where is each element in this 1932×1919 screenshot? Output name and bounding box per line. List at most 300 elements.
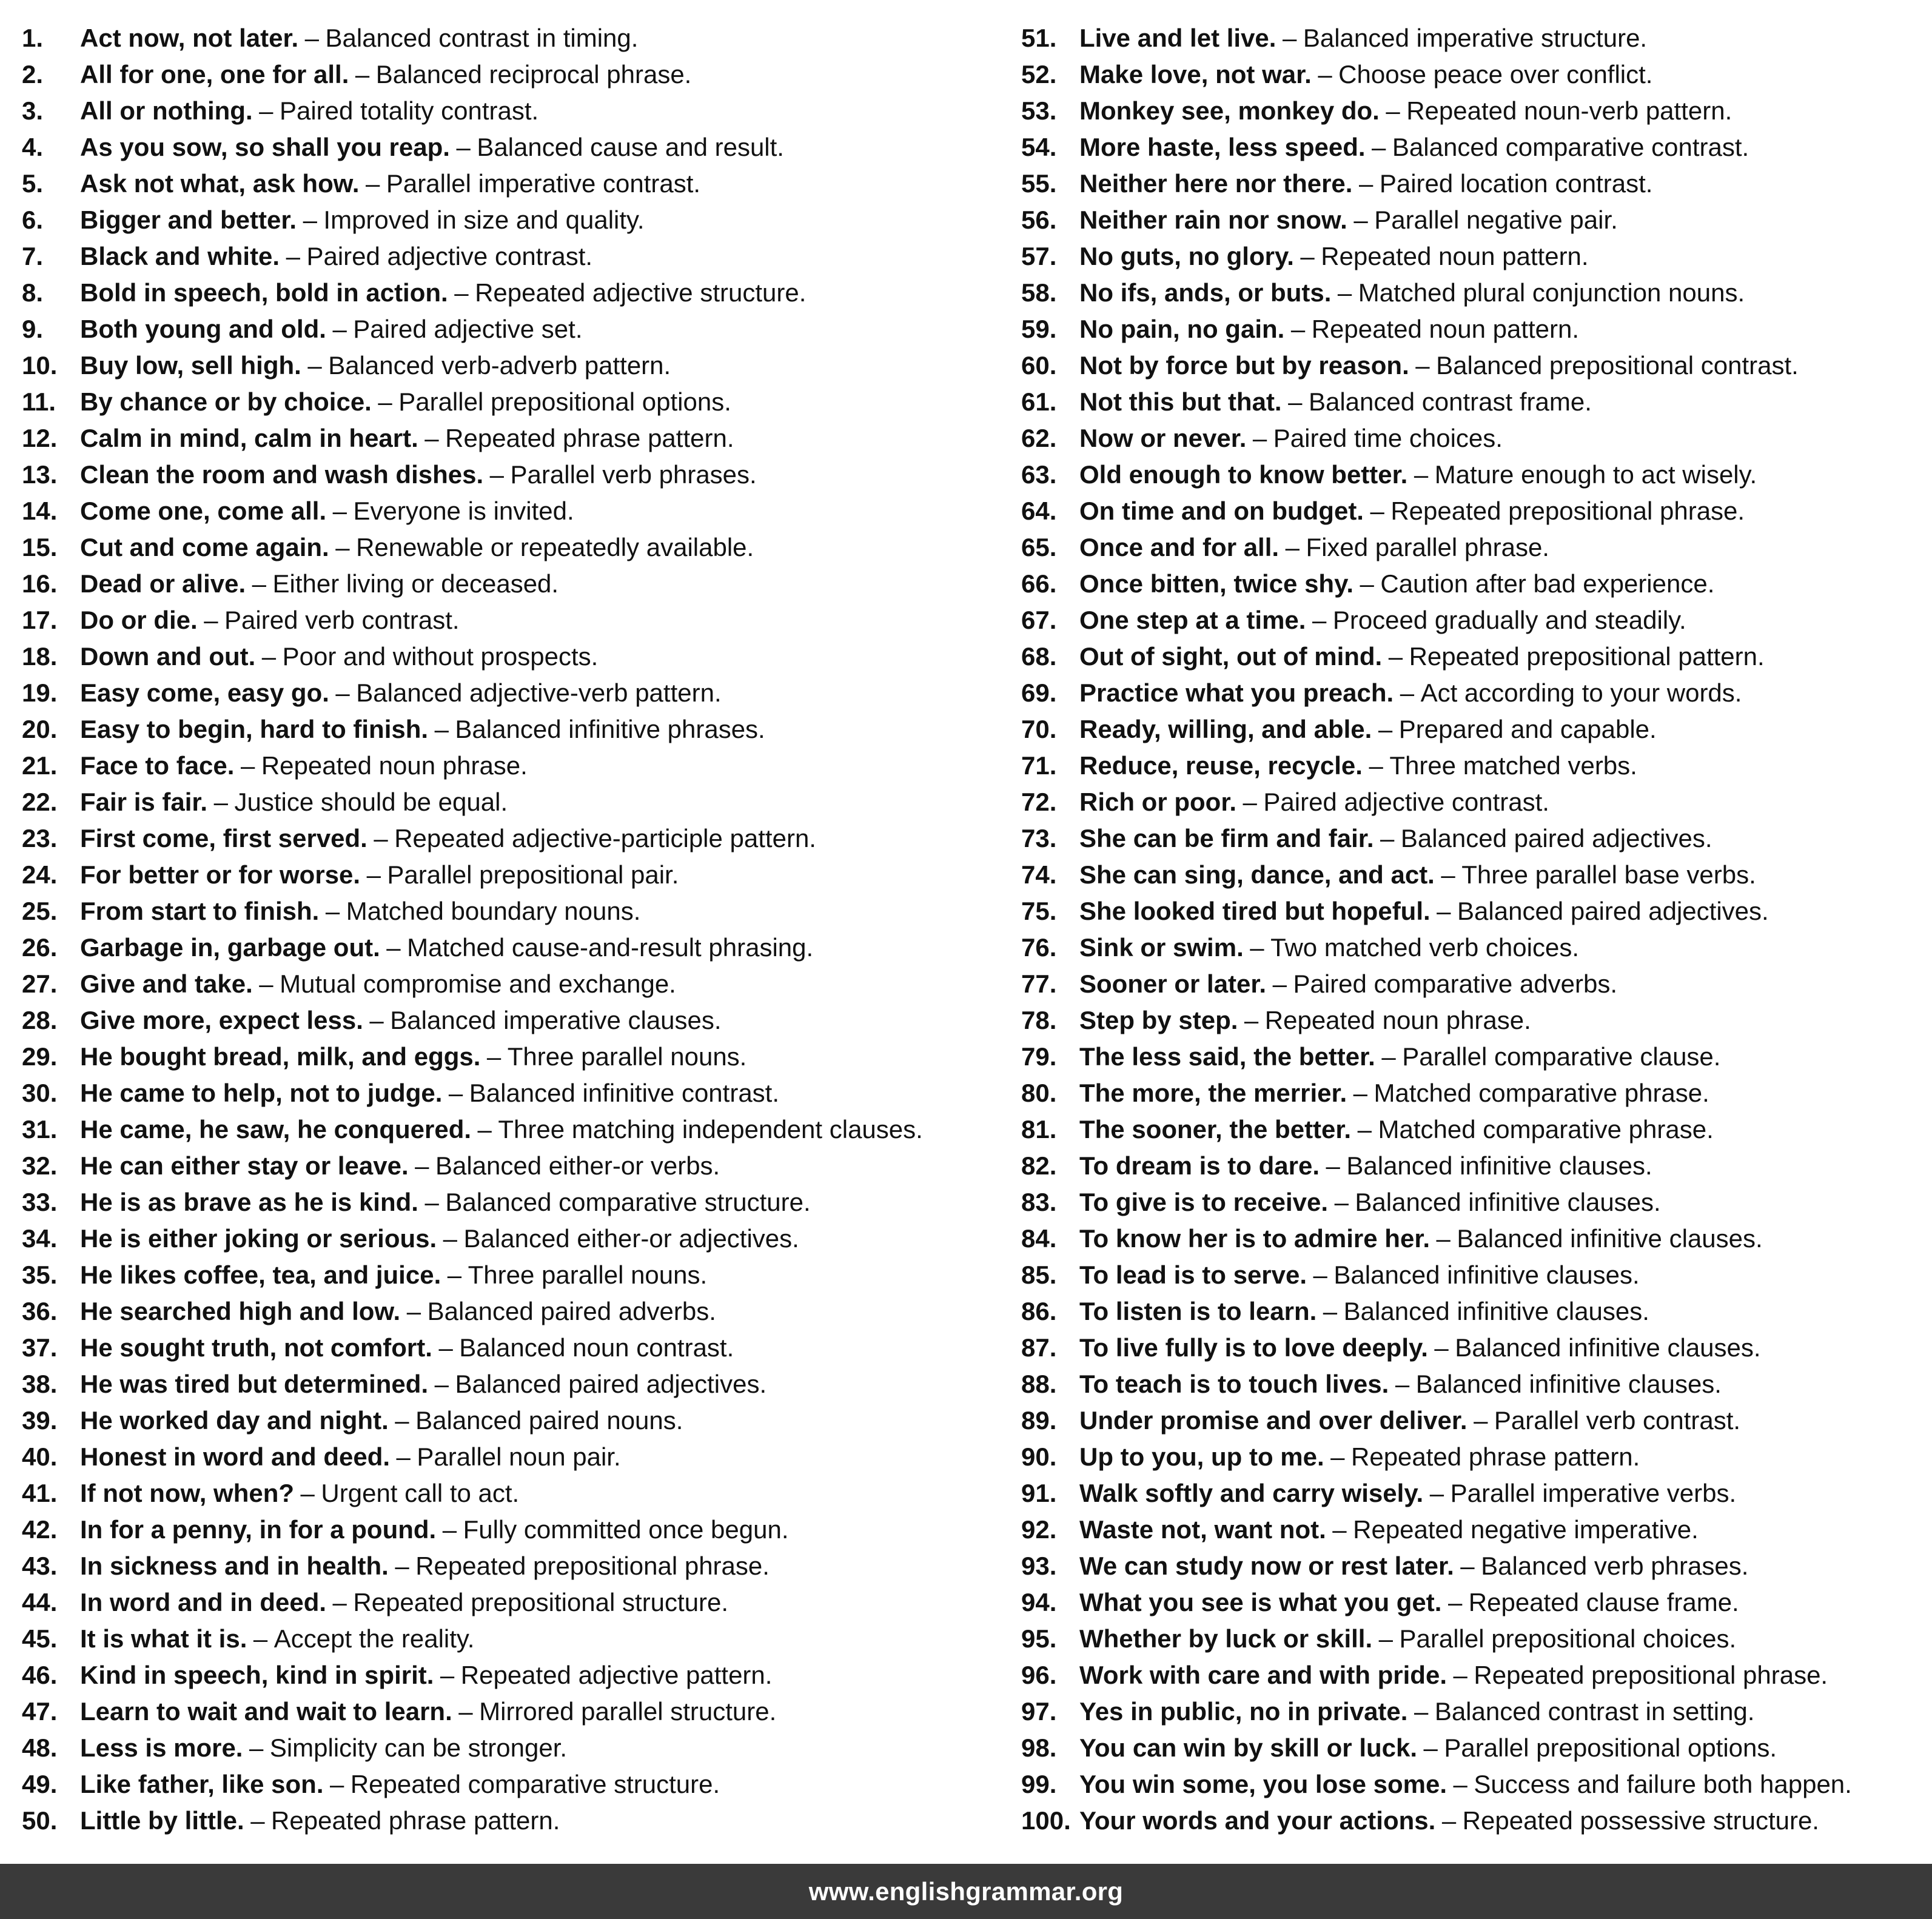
- item-phrase: Live and let live.: [1079, 24, 1276, 52]
- item-dash: –: [1378, 715, 1393, 743]
- item-description: Mirrored parallel structure.: [479, 1697, 777, 1726]
- item-dash: –: [442, 1515, 457, 1544]
- item-description: Balanced contrast frame.: [1308, 387, 1592, 416]
- item-description: Paired time choices.: [1273, 424, 1503, 452]
- item-description: Repeated phrase pattern.: [445, 424, 734, 452]
- item-dash: –: [456, 133, 471, 161]
- list-item: [1021, 311, 1928, 347]
- item-description: Repeated noun pattern.: [1311, 315, 1580, 343]
- item-description: Repeated phrase pattern.: [271, 1806, 560, 1835]
- item-phrase: Act now, not later.: [80, 24, 299, 52]
- item-dash: –: [213, 788, 228, 816]
- list-item: [1021, 493, 1928, 529]
- list-item: [1021, 748, 1928, 784]
- item-phrase: He was tired but determined.: [80, 1370, 429, 1398]
- item-phrase: By chance or by choice.: [80, 387, 372, 416]
- list-item: [22, 748, 1004, 784]
- list-item: [1021, 384, 1928, 420]
- item-phrase: Calm in mind, calm in heart.: [80, 424, 418, 452]
- list-item: [22, 1439, 1004, 1475]
- list-item: [1021, 1657, 1928, 1693]
- item-number: 39.: [22, 1406, 58, 1435]
- item-dash: –: [1318, 60, 1332, 89]
- item-description: Repeated possessive structure.: [1462, 1806, 1819, 1835]
- item-phrase: Black and white.: [80, 242, 280, 270]
- item-description: Repeated comparative structure.: [350, 1770, 720, 1798]
- item-phrase: In for a penny, in for a pound.: [80, 1515, 437, 1544]
- item-phrase: Clean the room and wash dishes.: [80, 460, 484, 489]
- item-dash: –: [1414, 460, 1429, 489]
- item-number: 99.: [1021, 1770, 1057, 1798]
- item-number: 69.: [1021, 678, 1057, 707]
- list-item: [22, 602, 1004, 638]
- item-number: 53.: [1021, 96, 1057, 125]
- item-number: 22.: [22, 788, 58, 816]
- item-dash: –: [259, 970, 273, 998]
- item-description: Balanced cause and result.: [477, 133, 784, 161]
- item-phrase: More haste, less speed.: [1079, 133, 1366, 161]
- item-number: 79.: [1021, 1042, 1057, 1071]
- list-item: [1021, 893, 1928, 929]
- item-number: 17.: [22, 606, 58, 634]
- list-item: [1021, 1330, 1928, 1366]
- item-dash: –: [1334, 1188, 1349, 1216]
- item-dash: –: [415, 1151, 429, 1180]
- item-number: 25.: [22, 897, 58, 925]
- item-description: Balanced infinitive clauses.: [1343, 1297, 1649, 1325]
- item-description: Parallel prepositional choices.: [1399, 1624, 1737, 1653]
- item-phrase: To know her is to admire her.: [1079, 1224, 1431, 1253]
- list-item: [1021, 1730, 1928, 1766]
- item-description: Balanced adjective-verb pattern.: [356, 678, 722, 707]
- item-phrase: He came, he saw, he conquered.: [80, 1115, 472, 1144]
- item-description: Repeated negative imperative.: [1353, 1515, 1699, 1544]
- item-dash: –: [1378, 1624, 1393, 1653]
- item-phrase: Sooner or later.: [1079, 970, 1267, 998]
- list-item: [1021, 1439, 1928, 1475]
- item-description: Paired verb contrast.: [224, 606, 460, 634]
- list-item: [1021, 711, 1928, 748]
- list-item: [22, 1221, 1004, 1257]
- item-description: Three parallel nouns.: [507, 1042, 747, 1071]
- item-description: Balanced paired nouns.: [415, 1406, 683, 1435]
- item-number: 46.: [22, 1661, 58, 1689]
- item-number: 57.: [1021, 242, 1057, 270]
- item-phrase: Face to face.: [80, 751, 235, 780]
- item-phrase: Old enough to know better.: [1079, 460, 1408, 489]
- item-description: Balanced reciprocal phrase.: [375, 60, 692, 89]
- item-dash: –: [332, 1588, 347, 1616]
- list-item: [1021, 238, 1928, 275]
- item-description: Repeated noun phrase.: [1264, 1006, 1531, 1034]
- item-dash: –: [303, 206, 317, 234]
- item-description: Balanced either-or verbs.: [435, 1151, 720, 1180]
- item-phrase: Whether by luck or skill.: [1079, 1624, 1373, 1653]
- item-phrase: Monkey see, monkey do.: [1079, 96, 1380, 125]
- item-description: Parallel comparative clause.: [1402, 1042, 1721, 1071]
- item-phrase: In sickness and in health.: [80, 1552, 389, 1580]
- website-link[interactable]: www.englishgrammar.org: [808, 1877, 1124, 1906]
- list-item: [22, 675, 1004, 711]
- item-dash: –: [1453, 1770, 1467, 1798]
- item-dash: –: [374, 824, 388, 852]
- item-dash: –: [1250, 933, 1264, 962]
- item-description: Prepared and capable.: [1398, 715, 1657, 743]
- item-number: 97.: [1021, 1697, 1057, 1726]
- item-description: Matched plural conjunction nouns.: [1358, 278, 1745, 307]
- item-dash: –: [300, 1479, 315, 1507]
- item-phrase: Fair is fair.: [80, 788, 208, 816]
- item-phrase: From start to finish.: [80, 897, 320, 925]
- list-item: [1021, 1257, 1928, 1293]
- item-description: Balanced paired adjectives.: [1400, 824, 1712, 852]
- item-description: Either living or deceased.: [272, 569, 559, 598]
- item-dash: –: [1415, 351, 1430, 380]
- list-item: [22, 711, 1004, 748]
- item-description: Renewable or repeatedly available.: [356, 533, 754, 561]
- list-item: [22, 929, 1004, 966]
- item-description: Balanced verb phrases.: [1481, 1552, 1749, 1580]
- item-number: 2.: [22, 60, 44, 89]
- list-item: [1021, 675, 1928, 711]
- item-description: Repeated noun-verb pattern.: [1406, 96, 1732, 125]
- list-item: [1021, 275, 1928, 311]
- item-dash: –: [1332, 1515, 1347, 1544]
- list-item: [22, 384, 1004, 420]
- item-description: Repeated prepositional phrase.: [1390, 497, 1745, 525]
- list-item: [1021, 56, 1928, 93]
- list-item: [1021, 1803, 1928, 1839]
- item-description: Paired location contrast.: [1379, 169, 1653, 198]
- item-dash: –: [477, 1115, 492, 1144]
- item-dash: –: [406, 1297, 421, 1325]
- item-phrase: To dream is to dare.: [1079, 1151, 1320, 1180]
- item-number: 44.: [22, 1588, 58, 1616]
- item-dash: –: [1388, 642, 1403, 671]
- item-description: Repeated prepositional structure.: [353, 1588, 729, 1616]
- item-phrase: On time and on budget.: [1079, 497, 1364, 525]
- item-phrase: Give and take.: [80, 970, 253, 998]
- item-description: Matched comparative phrase.: [1374, 1079, 1709, 1107]
- item-description: Paired comparative adverbs.: [1293, 970, 1618, 998]
- list-item: [22, 1475, 1004, 1512]
- item-description: Balanced contrast in setting.: [1434, 1697, 1755, 1726]
- item-number: 33.: [22, 1188, 58, 1216]
- list-item: [1021, 347, 1928, 384]
- item-dash: –: [307, 351, 322, 380]
- item-phrase: In word and in deed.: [80, 1588, 327, 1616]
- item-number: 14.: [22, 497, 58, 525]
- item-description: Everyone is invited.: [353, 497, 574, 525]
- item-phrase: Now or never.: [1079, 424, 1247, 452]
- item-description: Parallel negative pair.: [1374, 206, 1618, 234]
- item-number: 85.: [1021, 1261, 1057, 1289]
- item-phrase: Out of sight, out of mind.: [1079, 642, 1383, 671]
- item-number: 1.: [22, 24, 44, 52]
- item-phrase: One step at a time.: [1079, 606, 1306, 634]
- list-item: [1021, 93, 1928, 129]
- item-number: 94.: [1021, 1588, 1057, 1616]
- item-number: 60.: [1021, 351, 1057, 380]
- item-dash: –: [1243, 788, 1257, 816]
- item-description: Parallel prepositional options.: [1444, 1733, 1777, 1762]
- item-number: 34.: [22, 1224, 58, 1253]
- item-number: 95.: [1021, 1624, 1057, 1653]
- list-item: [22, 202, 1004, 238]
- item-description: Fixed parallel phrase.: [1306, 533, 1549, 561]
- list-item: [22, 1548, 1004, 1584]
- item-number: 66.: [1021, 569, 1057, 598]
- item-number: 92.: [1021, 1515, 1057, 1544]
- item-dash: –: [440, 1661, 455, 1689]
- left-column-list: [22, 20, 1004, 1839]
- item-number: 61.: [1021, 387, 1057, 416]
- item-phrase: No pain, no gain.: [1079, 315, 1285, 343]
- list-item: [1021, 1548, 1928, 1584]
- item-phrase: You win some, you lose some.: [1079, 1770, 1447, 1798]
- item-number: 75.: [1021, 897, 1057, 925]
- item-number: 48.: [22, 1733, 58, 1762]
- item-description: Balanced infinitive clauses.: [1457, 1224, 1763, 1253]
- item-phrase: Bold in speech, bold in action.: [80, 278, 448, 307]
- item-number: 9.: [22, 315, 44, 343]
- item-dash: –: [1313, 1261, 1327, 1289]
- item-number: 43.: [22, 1552, 58, 1580]
- item-phrase: Easy come, easy go.: [80, 678, 329, 707]
- item-dash: –: [443, 1224, 458, 1253]
- item-phrase: First come, first served.: [80, 824, 367, 852]
- item-description: Urgent call to act.: [321, 1479, 520, 1507]
- item-description: Paired adjective contrast.: [306, 242, 593, 270]
- list-item: [22, 566, 1004, 602]
- item-dash: –: [286, 242, 300, 270]
- item-phrase: No guts, no glory.: [1079, 242, 1294, 270]
- item-dash: –: [1429, 1479, 1444, 1507]
- item-dash: –: [249, 1733, 264, 1762]
- item-phrase: The more, the merrier.: [1079, 1079, 1347, 1107]
- item-number: 49.: [22, 1770, 58, 1798]
- item-dash: –: [204, 606, 218, 634]
- list-item: [1021, 638, 1928, 675]
- item-dash: –: [1272, 970, 1287, 998]
- item-description: Three parallel base verbs.: [1461, 860, 1756, 889]
- item-dash: –: [1395, 1370, 1410, 1398]
- item-description: Act according to your words.: [1420, 678, 1742, 707]
- item-dash: –: [1441, 1806, 1457, 1835]
- item-phrase: Little by little.: [80, 1806, 244, 1835]
- item-phrase: For better or for worse.: [80, 860, 361, 889]
- item-dash: –: [447, 1261, 462, 1289]
- item-description: Choose peace over conflict.: [1338, 60, 1653, 89]
- item-description: Success and failure both happen.: [1474, 1770, 1852, 1798]
- item-phrase: Garbage in, garbage out.: [80, 933, 380, 962]
- item-description: Parallel prepositional options.: [398, 387, 731, 416]
- item-phrase: Walk softly and carry wisely.: [1079, 1479, 1424, 1507]
- item-dash: –: [1436, 1224, 1451, 1253]
- item-number: 45.: [22, 1624, 58, 1653]
- item-phrase: Once bitten, twice shy.: [1079, 569, 1353, 598]
- item-number: 81.: [1021, 1115, 1057, 1144]
- item-number: 38.: [22, 1370, 58, 1398]
- item-phrase: To live fully is to love deeply.: [1079, 1333, 1428, 1362]
- list-item: [22, 1366, 1004, 1402]
- item-description: Repeated noun phrase.: [261, 751, 528, 780]
- item-dash: –: [1353, 206, 1368, 234]
- item-description: Balanced paired adjectives.: [1457, 897, 1769, 925]
- item-phrase: Not by force but by reason.: [1079, 351, 1409, 380]
- list-item: [22, 347, 1004, 384]
- item-number: 65.: [1021, 533, 1057, 561]
- item-number: 73.: [1021, 824, 1057, 852]
- item-number: 96.: [1021, 1661, 1057, 1689]
- item-phrase: He came to help, not to judge.: [80, 1079, 443, 1107]
- item-description: Balanced infinitive clauses.: [1455, 1333, 1761, 1362]
- item-number: 77.: [1021, 970, 1057, 998]
- item-description: Balanced paired adverbs.: [427, 1297, 716, 1325]
- item-dash: –: [1337, 278, 1352, 307]
- list-item: [1021, 1148, 1928, 1184]
- item-phrase: Give more, expect less.: [80, 1006, 363, 1034]
- item-number: 29.: [22, 1042, 58, 1071]
- item-number: 18.: [22, 642, 58, 671]
- item-dash: –: [454, 278, 469, 307]
- item-description: Repeated prepositional phrase.: [415, 1552, 770, 1580]
- item-number: 72.: [1021, 788, 1057, 816]
- item-dash: –: [1312, 606, 1327, 634]
- item-description: Matched boundary nouns.: [346, 897, 641, 925]
- item-number: 24.: [22, 860, 58, 889]
- list-item: [22, 1512, 1004, 1548]
- item-description: Parallel verb phrases.: [510, 460, 757, 489]
- item-phrase: Yes in public, no in private.: [1079, 1697, 1408, 1726]
- item-number: 67.: [1021, 606, 1057, 634]
- list-item: [22, 420, 1004, 457]
- item-dash: –: [355, 60, 370, 89]
- item-number: 54.: [1021, 133, 1057, 161]
- item-number: 74.: [1021, 860, 1057, 889]
- item-phrase: Cut and come again.: [80, 533, 329, 561]
- item-phrase: Rich or poor.: [1079, 788, 1237, 816]
- item-phrase: He is as brave as he is kind.: [80, 1188, 418, 1216]
- item-number: 64.: [1021, 497, 1057, 525]
- item-number: 86.: [1021, 1297, 1057, 1325]
- item-dash: –: [1441, 860, 1455, 889]
- item-number: 47.: [22, 1697, 58, 1726]
- item-number: 3.: [22, 96, 44, 125]
- list-item: [1021, 457, 1928, 493]
- list-item: [1021, 1584, 1928, 1621]
- list-item: [1021, 1366, 1928, 1402]
- list-item: [22, 1002, 1004, 1039]
- item-number: 30.: [22, 1079, 58, 1107]
- item-dash: –: [396, 1442, 411, 1471]
- item-phrase: He bought bread, milk, and eggs.: [80, 1042, 481, 1071]
- item-dash: –: [253, 1624, 268, 1653]
- item-number: 50.: [22, 1806, 58, 1835]
- item-dash: –: [1290, 315, 1306, 343]
- list-item: [22, 1293, 1004, 1330]
- item-dash: –: [1282, 24, 1297, 52]
- item-phrase: He is either joking or serious.: [80, 1224, 437, 1253]
- item-number: 37.: [22, 1333, 58, 1362]
- item-description: Fully committed once begun.: [463, 1515, 789, 1544]
- item-phrase: He searched high and low.: [80, 1297, 401, 1325]
- list-item: [22, 1621, 1004, 1657]
- item-number: 93.: [1021, 1552, 1057, 1580]
- item-description: Balanced infinitive phrases.: [455, 715, 765, 743]
- item-description: Balanced prepositional contrast.: [1436, 351, 1799, 380]
- item-number: 70.: [1021, 715, 1057, 743]
- list-item: [1021, 529, 1928, 566]
- item-number: 13.: [22, 460, 58, 489]
- item-phrase: Ready, willing, and able.: [1079, 715, 1372, 743]
- footer-bar: [0, 1864, 1932, 1919]
- item-dash: –: [448, 1079, 463, 1107]
- item-phrase: You can win by skill or luck.: [1079, 1733, 1418, 1762]
- item-phrase: Your words and your actions.: [1079, 1806, 1436, 1835]
- item-description: Paired adjective set.: [353, 315, 583, 343]
- item-number: 12.: [22, 424, 58, 452]
- item-description: Justice should be equal.: [234, 788, 508, 816]
- item-dash: –: [1323, 1297, 1338, 1325]
- list-item: [22, 1803, 1004, 1839]
- item-dash: –: [1386, 96, 1400, 125]
- list-item: [22, 893, 1004, 929]
- list-item: [22, 1184, 1004, 1221]
- item-dash: –: [1381, 1042, 1396, 1071]
- item-phrase: Under promise and over deliver.: [1079, 1406, 1467, 1435]
- item-description: Balanced comparative structure.: [445, 1188, 811, 1216]
- list-item: [22, 784, 1004, 820]
- item-description: Repeated prepositional phrase.: [1474, 1661, 1828, 1689]
- item-number: 68.: [1021, 642, 1057, 671]
- item-dash: –: [1357, 1115, 1372, 1144]
- item-number: 71.: [1021, 751, 1057, 780]
- item-description: Balanced contrast in timing.: [325, 24, 639, 52]
- item-number: 10.: [22, 351, 58, 380]
- item-dash: –: [1358, 169, 1374, 198]
- item-description: Caution after bad experience.: [1380, 569, 1715, 598]
- list-item: [1021, 1075, 1928, 1111]
- item-phrase: We can study now or rest later.: [1079, 1552, 1454, 1580]
- item-number: 63.: [1021, 460, 1057, 489]
- item-description: Balanced comparative contrast.: [1392, 133, 1749, 161]
- item-number: 35.: [22, 1261, 58, 1289]
- item-number: 36.: [22, 1297, 58, 1325]
- item-description: Repeated adjective-participle pattern.: [394, 824, 816, 852]
- list-item: [22, 1330, 1004, 1366]
- item-dash: –: [438, 1333, 453, 1362]
- list-item: [22, 129, 1004, 166]
- item-number: 87.: [1021, 1333, 1057, 1362]
- item-phrase: Ask not what, ask how.: [80, 169, 360, 198]
- list-item: [22, 1584, 1004, 1621]
- item-number: 51.: [1021, 24, 1057, 52]
- list-item: [1021, 202, 1928, 238]
- item-phrase: Work with care and with pride.: [1079, 1661, 1447, 1689]
- item-dash: –: [395, 1552, 409, 1580]
- item-dash: –: [369, 1006, 384, 1034]
- list-item: [22, 638, 1004, 675]
- list-item: [22, 820, 1004, 857]
- item-dash: –: [434, 715, 449, 743]
- item-number: 7.: [22, 242, 44, 270]
- item-dash: –: [366, 169, 380, 198]
- item-number: 84.: [1021, 1224, 1057, 1253]
- item-dash: –: [1400, 678, 1415, 707]
- item-description: Parallel verb contrast.: [1494, 1406, 1741, 1435]
- item-dash: –: [395, 1406, 409, 1435]
